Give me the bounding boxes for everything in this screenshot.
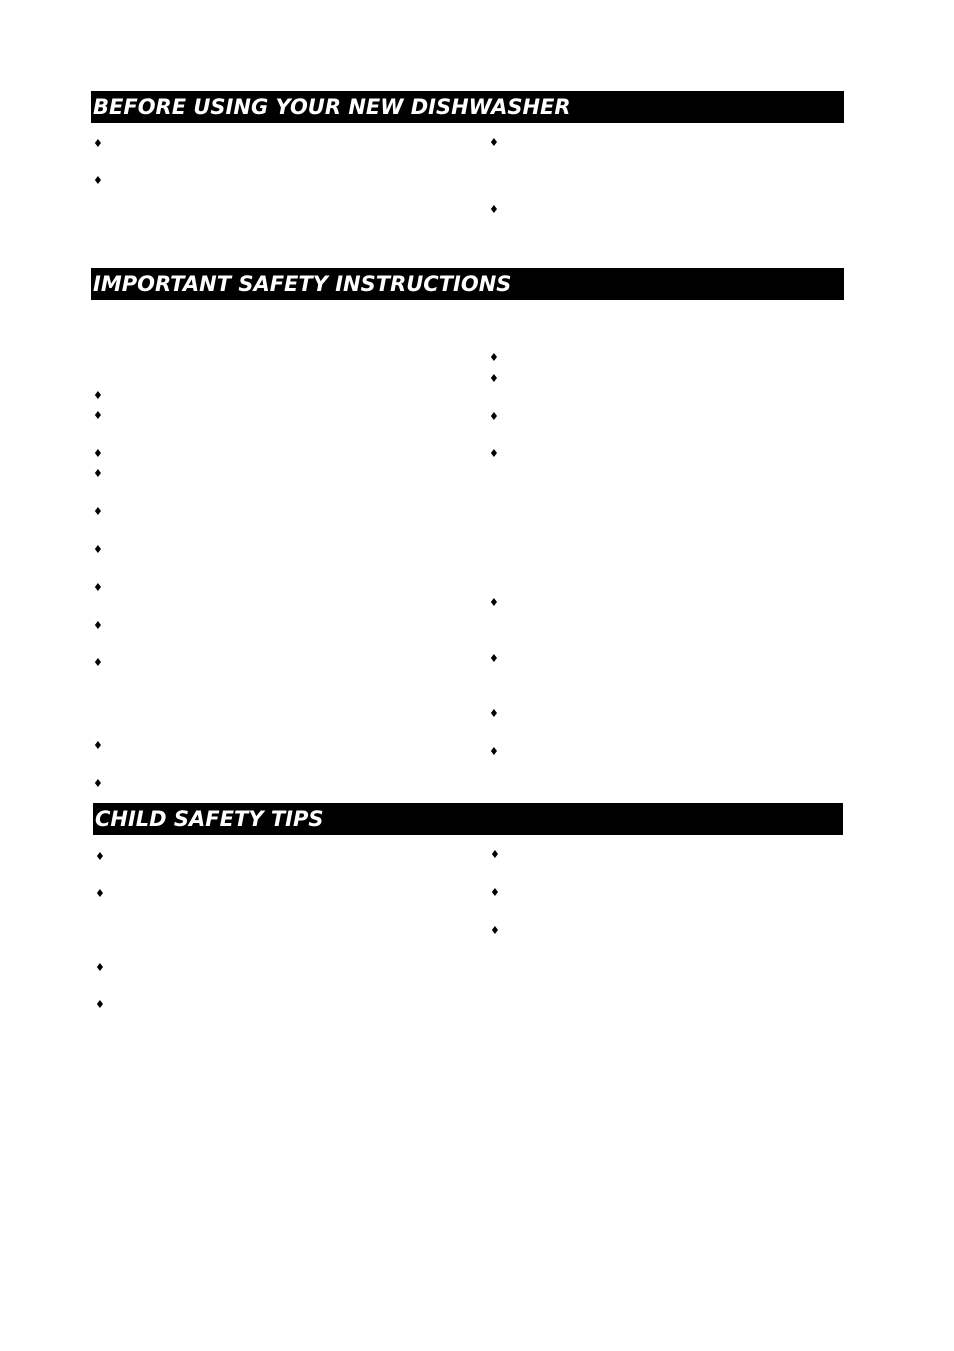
bullet-icon: ♦ [489, 410, 499, 423]
bullet-icon: ♦ [93, 777, 103, 790]
bullet-icon: ♦ [489, 351, 499, 364]
section-header-before-using: BEFORE USING YOUR NEW DISHWASHER [91, 91, 844, 123]
bullet-icon: ♦ [489, 372, 499, 385]
section-header-important-safety: IMPORTANT SAFETY INSTRUCTIONS [91, 268, 844, 300]
bullet-icon: ♦ [93, 543, 103, 556]
bullet-icon: ♦ [95, 961, 105, 974]
bullet-icon: ♦ [93, 447, 103, 460]
bullet-icon: ♦ [93, 505, 103, 518]
bullet-icon: ♦ [93, 409, 103, 422]
bullet-icon: ♦ [490, 848, 500, 861]
bullet-icon: ♦ [93, 137, 103, 150]
bullet-icon: ♦ [95, 887, 105, 900]
bullet-icon: ♦ [489, 203, 499, 216]
bullet-icon: ♦ [93, 389, 103, 402]
bullet-icon: ♦ [489, 652, 499, 665]
bullet-icon: ♦ [93, 174, 103, 187]
bullet-icon: ♦ [490, 924, 500, 937]
bullet-icon: ♦ [95, 998, 105, 1011]
bullet-icon: ♦ [93, 619, 103, 632]
bullet-icon: ♦ [93, 656, 103, 669]
bullet-icon: ♦ [490, 886, 500, 899]
bullet-icon: ♦ [93, 739, 103, 752]
section-header-child-safety: CHILD SAFETY TIPS [93, 803, 843, 835]
bullet-icon: ♦ [93, 581, 103, 594]
bullet-icon: ♦ [489, 136, 499, 149]
bullet-icon: ♦ [489, 707, 499, 720]
bullet-icon: ♦ [489, 596, 499, 609]
bullet-icon: ♦ [93, 467, 103, 480]
bullet-icon: ♦ [489, 447, 499, 460]
bullet-icon: ♦ [95, 850, 105, 863]
bullet-icon: ♦ [489, 745, 499, 758]
